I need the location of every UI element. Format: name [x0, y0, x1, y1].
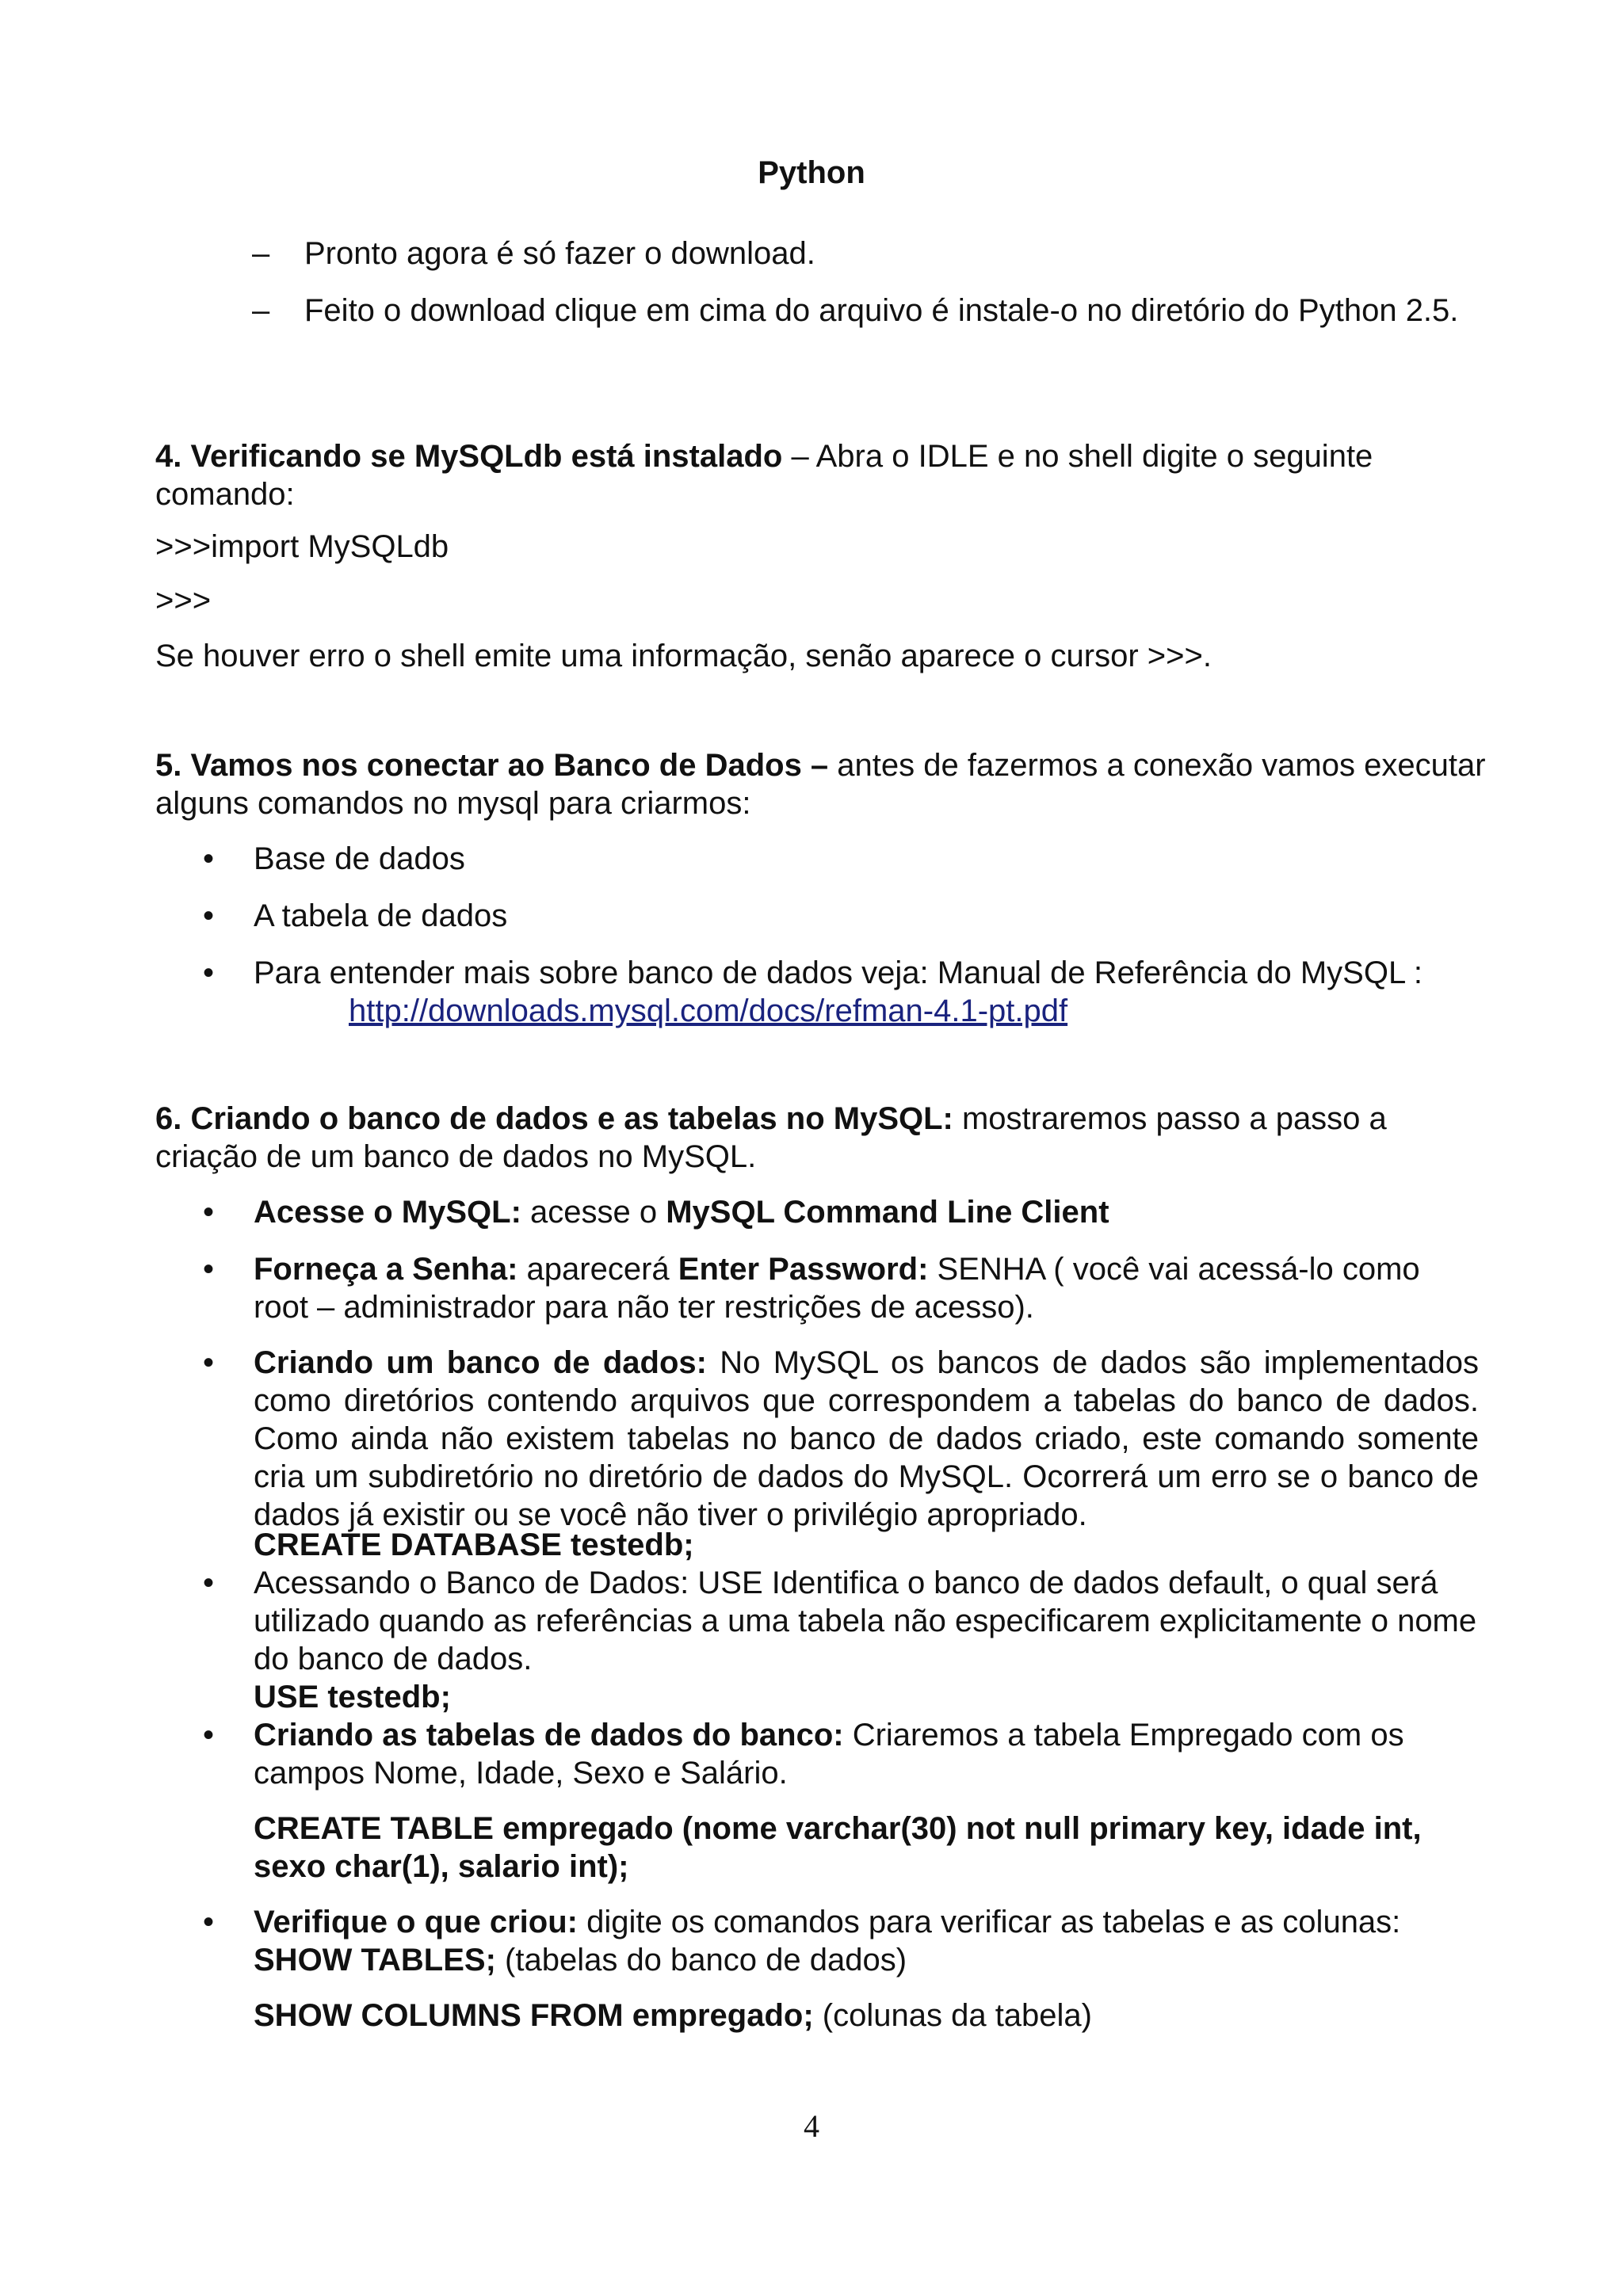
list-item-text: Para entender mais sobre banco de dados veja: Manual de Referência do MySQL :	[254, 955, 1423, 990]
code-line-import: >>>import MySQLdb	[155, 529, 449, 564]
bold-label: Criando um banco de dados:	[254, 1345, 707, 1380]
bold-label: Acesse o MySQL:	[254, 1195, 521, 1230]
sql-use-database: USE testedb;	[254, 1680, 451, 1714]
sql-show-tables: SHOW TABLES;	[254, 1943, 496, 1978]
list-item	[203, 897, 1479, 935]
section-4-note: Se houver erro o shell emite uma informação, senão aparece o cursor >>>.	[155, 639, 1212, 673]
list-item-text: SENHA ( você vai acessá-lo como root – administrador para não ter restrições de acesso).	[254, 1252, 1420, 1325]
manual-link-wrapper	[349, 992, 1067, 1030]
bullet-icon: •	[203, 1345, 215, 1380]
list-item	[203, 1344, 1479, 1534]
list-item	[203, 1716, 1479, 1792]
section-5-heading: 5. Vamos nos conectar ao Banco de Dados –	[155, 748, 829, 783]
bullet-icon: •	[203, 955, 215, 990]
section-6-heading: 6. Criando o banco de dados e as tabelas no MySQL:	[155, 1101, 953, 1136]
list-item-text: Criaremos a tabela Empregado com os campos Nome, Idade, Sexo e Salário.	[254, 1718, 1404, 1791]
bullet-icon: •	[203, 898, 215, 933]
sql-show-columns: SHOW COLUMNS FROM empregado;	[254, 1998, 814, 2033]
bullet-icon: •	[203, 1195, 215, 1230]
section-5-text: antes de fazermos a conexão vamos executar alguns comandos no mysql para criarmos:	[155, 748, 1486, 821]
dash-item	[252, 292, 1488, 330]
bullet-icon: •	[203, 1566, 215, 1600]
bullet-icon: •	[203, 1252, 215, 1287]
list-item	[203, 840, 1479, 878]
bold-label: Criando as tabelas de dados do banco:	[254, 1718, 844, 1753]
bold-label: Forneça a Senha:	[254, 1252, 518, 1287]
dash-item-text: Feito o download clique em cima do arquivo é instale-o no diretório do Python 2.5.	[304, 293, 1459, 328]
section-5-paragraph	[155, 746, 1487, 822]
section-6-paragraph	[155, 1100, 1487, 1176]
list-item-text: A tabela de dados	[254, 898, 508, 933]
dash-marker: –	[252, 293, 270, 328]
bullet-icon: •	[203, 1718, 215, 1753]
show-columns-line	[254, 1997, 1490, 2035]
list-item	[203, 1564, 1479, 1678]
list-item-text: Base de dados	[254, 841, 465, 876]
dash-marker: –	[252, 236, 270, 271]
section-4-heading: 4. Verificando se MySQLdb está instalado	[155, 439, 783, 474]
sql-note: (colunas da tabela)	[813, 1998, 1092, 2033]
section-4-paragraph	[155, 437, 1487, 513]
dash-item	[252, 235, 1488, 273]
bold-label: Verifique o que criou:	[254, 1905, 578, 1939]
bold-label: MySQL Command Line Client	[666, 1195, 1109, 1230]
list-item	[203, 1193, 1479, 1231]
code-line-prompt: >>>	[155, 583, 212, 618]
list-item-text: digite os comandos para verificar as tabelas e as colunas:	[577, 1905, 1401, 1939]
bold-label: Enter Password:	[678, 1252, 929, 1287]
bullet-icon: •	[203, 841, 215, 876]
sql-note: (tabelas do banco de dados)	[495, 1943, 907, 1978]
dash-item-text: Pronto agora é só fazer o download.	[304, 236, 815, 271]
sql-create-table: CREATE TABLE empregado (nome varchar(30) not null primary key, idade int, sexo char(1), salario int);	[254, 1811, 1422, 1884]
list-item-text: acesse o	[521, 1195, 666, 1230]
section-6-text: mostraremos passo a passo a criação de um banco de dados no MySQL.	[155, 1101, 1387, 1174]
page-number: 4	[804, 2108, 819, 2144]
bullet-icon: •	[203, 1905, 215, 1939]
sql-create-database: CREATE DATABASE testedb;	[254, 1527, 694, 1562]
section-4-text: – Abra o IDLE e no shell digite o seguinte comando:	[155, 439, 1373, 512]
list-item-text: Acessando o Banco de Dados: USE Identifica o banco de dados default, o qual será utilizado quando as referências a uma tabela não especificarem explicitamente o nome do banco de dados.	[254, 1566, 1477, 1676]
list-item	[203, 1250, 1479, 1326]
list-item-text: aparecerá	[517, 1252, 678, 1287]
list-item	[203, 954, 1479, 992]
list-item	[203, 1903, 1479, 1979]
page-header-title: Python	[758, 155, 865, 190]
manual-link[interactable]: http://downloads.mysql.com/docs/refman-4.1-pt.pdf	[349, 994, 1068, 1028]
list-item-text: No MySQL os bancos de dados são implementados como diretórios contendo arquivos que correspondem a tabelas do banco de dados. Como ainda não existem tabelas no banco de dados criado, este comando somente cria um subdiretório no diretório de dados do MySQL. Ocorrerá um erro se o banco de dados já existir ou se você não tiver o privilégio apropriado.	[254, 1345, 1479, 1532]
